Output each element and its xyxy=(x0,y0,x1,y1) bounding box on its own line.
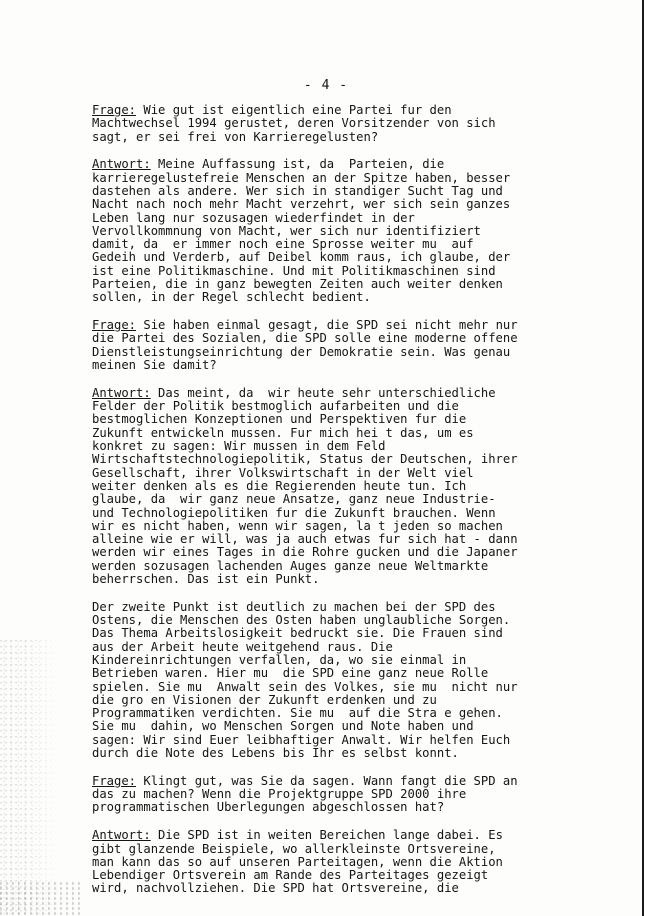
text-line: Betrieben waren. Hier mu die SPD eine ganz neue Rolle xyxy=(92,666,489,681)
text-line: man kann das so auf unseren Parteitagen, wenn die Aktion xyxy=(92,854,503,869)
text-line: Gedeih und Verderb, auf Deibel komm raus, ich glaube, der xyxy=(92,250,511,265)
speaker-label: Frage: xyxy=(92,318,137,333)
text-line: das zu machen? Wenn die Projektgruppe SPD 2000 ihre xyxy=(92,787,467,802)
paragraph xyxy=(92,829,612,895)
text-line xyxy=(92,319,612,332)
text-line: Kindereinrichtungen verfallen, da, wo sie einmal in xyxy=(92,652,467,667)
text-line: gibt glanzende Beispiele, wo allerkleinste Ortsvereine, xyxy=(92,841,496,856)
text-line: Parteien, die in ganz bewegten Zeiten auch weiter denken xyxy=(92,277,503,292)
text-line: Wirtschaftstechnologiepolitik, Status der Deutschen, ihrer xyxy=(92,452,518,467)
text-line: Zukunft entwickeln mussen. Fur mich hei t das, um es xyxy=(92,425,474,440)
speaker-label: Antwort: xyxy=(92,828,151,843)
paragraph xyxy=(92,775,612,815)
text-line: karrieregelustefreie Menschen an der Spitze haben, besser xyxy=(92,170,511,185)
speaker-label: Frage: xyxy=(92,103,137,117)
page-number: - 4 - xyxy=(303,78,349,93)
text-line: aus der Arbeit heute weitgehend raus. Die xyxy=(92,639,393,654)
line-text: Klingt gut, was Sie da sagen. Wann fangt die SPD an xyxy=(136,773,518,788)
text-line: Der zweite Punkt ist deutlich zu machen bei der SPD des xyxy=(92,599,496,614)
speaker-label: Antwort: xyxy=(92,385,151,400)
text-line: meinen Sie damit? xyxy=(92,358,217,373)
text-line xyxy=(92,158,612,171)
text-line: Nacht nach noch mehr Macht verzehrt, wer sich sein ganzes xyxy=(92,197,511,212)
paragraph xyxy=(92,104,612,144)
text-line: Vervollkommnung von Macht, wer sich nur identifiziert xyxy=(92,223,481,238)
line-text: Die SPD ist in weiten Bereichen lange dabei. Es xyxy=(150,828,503,843)
text-line xyxy=(92,387,612,400)
text-line: Leben lang nur sozusagen wiederfindet in der xyxy=(92,210,415,225)
text-line: Lebendiger Ortsverein am Rande des Parteitages gezeigt xyxy=(92,868,489,883)
text-line: Dienstleistungseinrichtung der Demokratie sein. Was genau xyxy=(92,344,511,359)
text-line: weiter denken als es die Regierenden heute tun. Ich xyxy=(92,478,467,493)
text-line: sagen: Wir sind Euer leibhaftiger Anwalt. Wir helfen Euch xyxy=(92,732,511,747)
text-line: und Technologiepolitiken fur die Zukunft brauchen. Wenn xyxy=(92,505,496,520)
text-line: werden sozusagen lachenden Auges ganze neue Weltmarkte xyxy=(92,558,489,573)
text-line: werden wir eines Tages in die Rohre gucken und die Japaner xyxy=(92,545,518,560)
text-line: bestmoglichen Konzeptionen und Perspektiven fur die xyxy=(92,412,467,427)
page-edge xyxy=(639,0,651,916)
text-line xyxy=(92,104,612,117)
text-line: Gesellschaft, ihrer Volkswirtschaft in der Welt viel xyxy=(92,465,474,480)
text-line: ist eine Politikmaschine. Und mit Politikmaschinen sind xyxy=(92,263,496,278)
text-line: dastehen als andere. Wer sich in standiger Sucht Tag und xyxy=(92,183,503,198)
document-body xyxy=(92,104,612,910)
text-line: spielen. Sie mu Anwalt sein des Volkes, sie mu nicht nur xyxy=(92,679,518,694)
speaker-label: Frage: xyxy=(92,773,137,788)
speaker-label: Antwort: xyxy=(92,157,151,172)
text-line xyxy=(92,775,612,788)
text-line: Felder der Politik bestmoglich aufarbeiten und die xyxy=(92,399,459,414)
text-line: beherrschen. Das ist ein Punkt. xyxy=(92,572,320,586)
text-line: programmatischen Uberlegungen abgeschlossen hat? xyxy=(92,800,445,815)
paragraph xyxy=(92,158,612,304)
text-line: Machtwechsel 1994 gerustet, deren Vorsitzender von sich xyxy=(92,116,496,131)
text-line: Sie mu dahin, wo Menschen Sorgen und Note haben und xyxy=(92,719,474,734)
line-text: Wie gut ist eigentlich eine Partei fur den xyxy=(136,103,452,117)
line-text: Das meint, da wir heute sehr unterschiedliche xyxy=(150,385,496,400)
text-line: durch die Note des Lebens bis Ihr es selbst konnt. xyxy=(92,746,459,761)
text-line: Programmatiken verdichten. Sie mu auf die Stra e gehen. xyxy=(92,706,503,721)
paragraph xyxy=(92,319,612,372)
text-line xyxy=(92,829,612,842)
text-line: Ostens, die Menschen des Osten haben unglaubliche Sorgen. xyxy=(92,613,511,628)
text-line: damit, da er immer noch eine Sprosse weiter mu auf xyxy=(92,237,474,252)
text-line: die Partei des Sozialen, die SPD solle eine moderne offene xyxy=(92,331,518,346)
text-line: sollen, in der Regel schlecht bedient. xyxy=(92,290,371,305)
text-line: die gro en Visionen der Zukunft erdenken und zu xyxy=(92,692,437,707)
text-line: alleine wie er will, was ja auch etwas fur sich hat - dann xyxy=(92,532,518,547)
line-text: Meine Auffassung ist, da Parteien, die xyxy=(150,157,445,172)
text-line: sagt, er sei frei von Karrieregelusten? xyxy=(92,129,379,144)
paragraph xyxy=(92,601,612,761)
text-line: wir es nicht haben, wenn wir sagen, la t jeden so machen xyxy=(92,518,503,533)
scan-noise xyxy=(0,640,60,916)
scan-speckle xyxy=(0,880,80,916)
line-text: Sie haben einmal gesagt, die SPD sei nicht mehr nur xyxy=(136,318,518,333)
text-line: konkret zu sagen: Wir mussen in dem Feld xyxy=(92,439,386,454)
text-line: Das Thema Arbeitslosigkeit bedruckt sie. Die Frauen sind xyxy=(92,626,503,641)
text-line: wird, nachvollziehen. Die SPD hat Ortsvereine, die xyxy=(92,881,459,896)
paragraph xyxy=(92,387,612,586)
text-line: glaube, da wir ganz neue Ansatze, ganz neue Industrie- xyxy=(92,492,496,507)
